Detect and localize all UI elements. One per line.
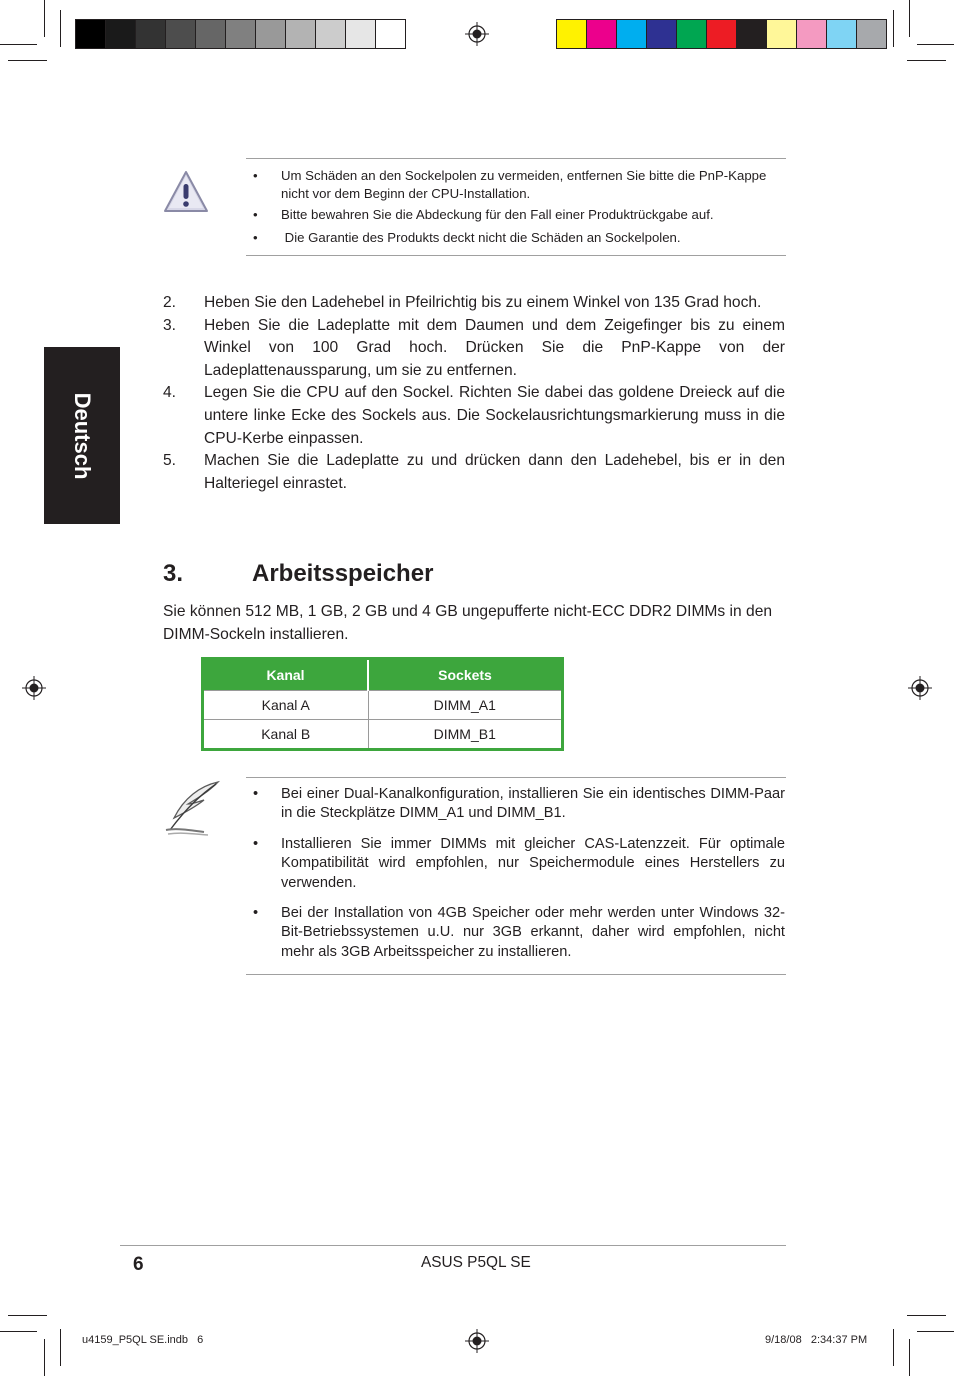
color-swatch [767,20,797,48]
note-item: • Installieren Sie immer DIMMs mit gleicher CAS-Latenzzeit. Für optimale Kompatibilität wird empfohlen, nur Speichermodule eines Herstellers zu verwenden. [253,835,785,891]
table-row [204,720,561,749]
registration-mark-icon [22,676,46,700]
process-color-bar [556,19,887,49]
table-cell: Kanal B [204,720,368,749]
gray-swatch [316,20,346,48]
registration-mark-icon [465,22,489,46]
notes-top-rule [246,777,786,778]
step-item: 3. Heben Sie die Ladeplatte mit dem Daumen und dem Zeigefinger bis zu einem Winkel von 100 Grad hoch. Drücken Sie die PnP-Kappe von der Ladeplattenaussparung, um sie zu entfernen. [163,316,785,379]
color-swatch [857,20,886,48]
notes-bottom-rule [246,974,786,975]
page-number: 6 [133,1254,144,1275]
color-swatch [707,20,737,48]
footer-product-name: ASUS P5QL SE [421,1254,531,1271]
color-swatch [587,20,617,48]
section-number: 3. [163,560,184,587]
registration-mark-icon [908,676,932,700]
installation-steps [163,292,785,495]
table-cell: Kanal A [204,691,368,720]
gray-swatch [106,20,136,48]
caution-item: • Bitte bewahren Sie die Abdeckung für den Fall einer Produktrückgabe auf. [253,207,714,222]
feather-quill-icon [160,778,224,838]
caution-top-rule [246,158,786,159]
gray-swatch [166,20,196,48]
gray-swatch [196,20,226,48]
gray-swatch [286,20,316,48]
section-intro: Sie können 512 MB, 1 GB, 2 GB und 4 GB ungepufferte nicht-ECC DDR2 DIMMs in den DIMM-Sockeln installieren. [163,603,773,643]
table-cell: DIMM_A1 [368,691,561,720]
language-label: Deutsch [70,392,95,479]
caution-bottom-rule [246,255,786,256]
caution-notice [253,167,785,247]
gray-swatch [256,20,286,48]
table-header-sockets: Sockets [368,660,561,691]
gray-swatch [136,20,166,48]
color-swatch [557,20,587,48]
registration-mark-icon [465,1329,489,1353]
footer-rule [120,1245,786,1246]
note-item: • Bei einer Dual-Kanalkonfiguration, installieren Sie ein identisches DIMM-Paar in die Steckplätze DIMM_A1 und DIMM_B1. [253,786,785,822]
warning-triangle-icon [162,169,210,215]
memory-channel-table [201,657,564,751]
table-cell: DIMM_B1 [368,720,561,749]
step-item: 5. Machen Sie die Ladeplatte zu und drücken dann den Ladehebel, bis er in den Halteriegel einrastet. [163,452,785,492]
gray-swatch [346,20,376,48]
print-slug-date: 9/18/08 2:34:37 PM [765,1334,868,1346]
print-slug-file: u4159_P5QL SE.indb 6 [82,1334,204,1346]
gray-swatch [226,20,256,48]
language-side-tab [44,347,120,524]
gray-swatch [76,20,106,48]
caution-item: • Um Schäden an den Sockelpolen zu vermeiden, entfernen Sie bitte die PnP-Kappe nicht vor dem Beginn der CPU-Installation. [253,168,767,201]
color-swatch [827,20,857,48]
caution-item: • Die Garantie des Produkts deckt nicht die Schäden an Sockelpolen. [253,230,681,245]
table-row [204,691,561,720]
color-swatch [647,20,677,48]
notes-list [253,785,785,973]
color-swatch [677,20,707,48]
section-title: Arbeitsspeicher [252,560,434,587]
color-swatch [737,20,767,48]
gray-swatch [376,20,405,48]
color-swatch [617,20,647,48]
note-item: • Bei der Installation von 4GB Speicher oder mehr werden unter Windows 32-Bit-Betriebssystemen u.U. nur 3GB erkannt, daher wird empfohlen, nicht mehr als 3GB Arbeitsspeicher zu installieren. [253,905,785,960]
table-header-kanal: Kanal [204,660,368,691]
step-item: 2. Heben Sie den Ladehebel in Pfeilrichtig bis zu einem Winkel von 135 Grad hoch. [163,294,762,311]
color-swatch [797,20,827,48]
grayscale-color-bar [75,19,406,49]
section-heading [163,560,433,588]
step-item: 4. Legen Sie die CPU auf den Sockel. Richten Sie dabei das goldene Dreieck auf die untere linke Ecke des Sockels aus. Die Sockelausrichtungsmarkierung muss in die CPU-Kerbe einpassen. [163,384,785,447]
